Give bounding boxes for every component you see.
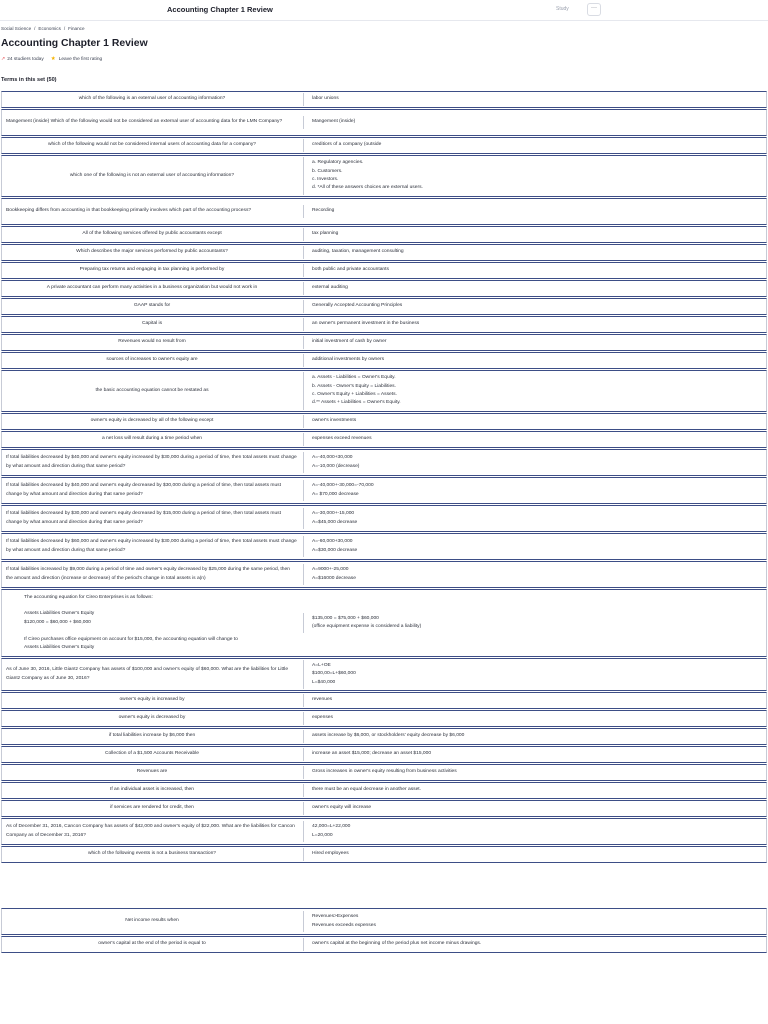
section-gap (1, 864, 767, 908)
term-card[interactable] (1, 413, 767, 430)
definition-text: owner's capital at the beginning of the period plus net income minus drawings. (303, 938, 766, 950)
definition-text: auditing, taxation, management consulting (303, 246, 766, 258)
definition-text: A=9000+-25,000 A=$16000 decrease (303, 564, 766, 585)
definition-text: creditiors of a company (outside (303, 139, 766, 151)
term-card[interactable] (1, 936, 767, 953)
term-card[interactable] (1, 477, 767, 504)
breadcrumb-social-science[interactable]: Social Science (1, 26, 32, 31)
term-text: Collection of a $1,500 Accounts Receivable (104, 751, 200, 757)
term-card[interactable] (1, 710, 767, 727)
term-text: if services are rendered for credit, then (110, 805, 194, 811)
term-card[interactable] (1, 198, 767, 225)
term-card[interactable] (1, 505, 767, 532)
term-card[interactable] (1, 908, 767, 935)
definition-text: Revenues>Expenses Revenues exceeds expenses (303, 911, 766, 932)
term-card[interactable] (1, 449, 767, 476)
trending-icon: ↗ (1, 56, 6, 62)
definition-text: Gross increases in owner's equity resulting from business activities (303, 766, 766, 778)
term-text: The accounting equation for Cireo Enterprises is as follows: Assets Liabilities Owner's Equity $120,000 = $60,000 + $60,000 If Cireo purchases office equipment on account for $15,000, the accounting equation will change to Assets Liabilities Owner's Equity (24, 594, 238, 651)
term-text: If total liabilities increased by $9,000 during a period of time and owner's equity decreased by $25,000 during the same period, then the amount and direction (increase or decrease) of the period's change in total assets is a(n) (6, 567, 290, 581)
term-text: which of the following is an external user of accounting information? (78, 96, 226, 102)
term-text: if total liabilities increase by $6,000 then (108, 733, 196, 739)
star-icon: ★ (50, 56, 56, 62)
term-text: Revenues are (136, 769, 168, 775)
top-bar (0, 0, 768, 21)
term-text: All of the following services offered by public accountants except (82, 231, 222, 237)
term-card[interactable] (1, 561, 767, 588)
term-card[interactable] (1, 728, 767, 745)
term-card[interactable] (1, 589, 767, 657)
term-card[interactable] (1, 316, 767, 333)
term-card[interactable] (1, 370, 767, 412)
breadcrumb-finance[interactable]: Finance (68, 26, 85, 31)
term-text: owner's equity is decreased by all of the following except (90, 418, 214, 424)
definition-text: increase an asset $15,000; decrease an asset $15,000 (303, 748, 766, 760)
term-card[interactable] (1, 782, 767, 799)
breadcrumb-separator: / (63, 26, 66, 31)
terms-heading: Terms in this set (50) (1, 77, 57, 83)
definition-text: expenses (303, 712, 766, 724)
definition-text: owner's equity will increase (303, 802, 766, 814)
term-text: As of December 31, 2016, Cancon Company has assets of $42,000 and owner's equity of $22,000. What are the liabilities for Cancon Company as of December 31, 2016? (6, 824, 295, 838)
definition-text: there must be an equal decrease in another asset. (303, 784, 766, 796)
term-text: Which describes the major services performed by public accountants? (76, 249, 228, 255)
studiers-count: 24 studiers today (7, 56, 44, 62)
definition-text: expenses exceed revenues (303, 433, 766, 445)
definition-text: assets increase by $6,000, or stockholders' equity decrease by $6,000 (303, 730, 766, 742)
breadcrumb-separator: / (34, 26, 36, 31)
definition-text: a. Assets - Liabilities = Owner's Equity. b. Assets - Owner's Equity = Liabilities. c. Owner's Equity + Liabilities = Assets. d.** Assets + Liabilities = Owner's Equity. (303, 372, 766, 410)
breadcrumb-economics[interactable]: Economics (38, 26, 61, 31)
definition-text: A=-60,000+30,000 A=$30,000 decrease (303, 536, 766, 557)
term-text: Mangement (inside) Which of the following would not be considered an external user of accounting data for the LMN Company? (6, 119, 283, 125)
term-text: If total liabilities decreased by $40,000 and owner's equity increased by $30,000 during a period of time, then total assets must change by what amount and direction during that same period? (6, 455, 297, 469)
header-title: Accounting Chapter 1 Review (167, 5, 273, 14)
term-card[interactable] (1, 91, 767, 108)
term-text: If an individual asset is increased, then (109, 787, 194, 793)
definition-text: Generally Accepted Accounting Principles (303, 300, 766, 312)
term-text: a net loss will result during a time period when (101, 436, 203, 442)
term-text: As of June 30, 2016, Little Giantz Company has assets of $100,000 and owner's equity of $60,000. What are the liabilities for Little Giantz Company as of June 30, 2016? (6, 667, 289, 681)
term-card[interactable] (1, 226, 767, 243)
definition-text: Mangement (inside) (303, 116, 766, 128)
definition-text: A=L+OE $100,00=L+$60,000 L=$40,000 (303, 660, 766, 689)
more-options-button[interactable]: ··· (587, 3, 601, 16)
definition-text: Recording (303, 205, 766, 217)
definition-text: A=-40,000+-30,000=-70,000 A= $70,000 decrease (303, 480, 766, 501)
term-text: which of the following would not be considered internal users of accounting data for a company? (48, 142, 256, 148)
term-card[interactable] (1, 746, 767, 763)
study-button[interactable]: Study (556, 6, 569, 12)
term-card[interactable] (1, 280, 767, 297)
definition-text: 42,000=L+22,000 L=20,000 (303, 821, 766, 842)
term-text: owner's capital at the end of the period is equal to (98, 941, 206, 947)
term-card[interactable] (1, 262, 767, 279)
definition-text: owner's investments (303, 415, 766, 427)
definition-text: an owner's permanent investment in the business (303, 318, 766, 330)
term-text: which of the following events is not a business transaction? (87, 851, 217, 857)
definition-text: both public and private accountants (303, 264, 766, 276)
term-text: GAAP stands for (133, 303, 171, 309)
definition-text: a. Regulatory agencies. b. Customers. c. Investors. d. *All of these answers choices are external users. (303, 157, 766, 195)
term-card-list (1, 91, 767, 954)
term-card[interactable] (1, 764, 767, 781)
breadcrumb (1, 26, 85, 31)
term-card[interactable] (1, 658, 767, 691)
term-text: Preparing tax returns and engaging in tax planning is performed by (79, 267, 225, 273)
page-title: Accounting Chapter 1 Review (1, 38, 148, 49)
term-text: owner's equity is increased by (119, 697, 185, 703)
term-card[interactable] (1, 818, 767, 845)
term-text: If total liabilities decreased by $30,000 and owner's equity decreased by $15,000 during a period of time, then total assets must change by what amount and direction during that same period? (6, 511, 281, 525)
definition-text: external auditing (303, 282, 766, 294)
definition-text: Hired employees (303, 848, 766, 860)
term-text: which one of the following is not an external user of accounting information? (69, 172, 235, 178)
set-stats (1, 56, 102, 62)
term-card[interactable] (1, 800, 767, 817)
definition-text: tax planning (303, 228, 766, 240)
term-text: If total liabilities decreased by $60,000 and owner's equity increased by $30,000 during a period of time, then total assets must change by what amount and direction during that same period? (6, 539, 297, 553)
term-text: owner's equity is decreased by (118, 715, 186, 721)
term-card[interactable] (1, 431, 767, 448)
definition-text: A=-30,000+-15,000 A=$45,000 decrease (303, 508, 766, 529)
term-text: A private accountant can perform many activities in a business organization but would not work in (46, 285, 258, 291)
term-text: the basic accounting equation cannot be restated as (95, 387, 209, 393)
term-card[interactable] (1, 109, 767, 136)
term-card[interactable] (1, 298, 767, 315)
term-text: Net income results when (125, 918, 179, 924)
definition-text: initial investment of cash by owner (303, 336, 766, 348)
definition-text: A=-40,000+30,000 A=-10,000 (decrease) (303, 452, 766, 473)
term-card[interactable] (1, 352, 767, 369)
term-card[interactable] (1, 137, 767, 154)
term-text: If total liabilities decreased by $40,000 and owner's equity decreased by $30,000 during a period of time, then total assets must change by what amount and direction during that same period? (6, 483, 281, 497)
leave-rating-link[interactable]: Leave the first rating (58, 56, 103, 62)
term-card[interactable] (1, 533, 767, 560)
definition-text: additional investments by owners (303, 354, 766, 366)
definition-text: $135,000 = $75,000 + $60,000 (office equipment expense is considered a liability) (303, 613, 766, 634)
term-text: sources of increases to owner's equity are (106, 357, 198, 363)
definition-text: labor unions (303, 93, 766, 105)
term-text: Revenues would no result from (118, 339, 186, 345)
definition-text: revenues (303, 694, 766, 706)
term-text: Bookkeeping differs from accounting in that bookkeeping primarily involves which part of the accounting process? (6, 208, 252, 214)
term-text: Capital is (141, 321, 163, 327)
term-card[interactable] (1, 846, 767, 863)
term-card[interactable] (1, 334, 767, 351)
term-card[interactable] (1, 155, 767, 197)
term-card[interactable] (1, 244, 767, 261)
term-card[interactable] (1, 692, 767, 709)
